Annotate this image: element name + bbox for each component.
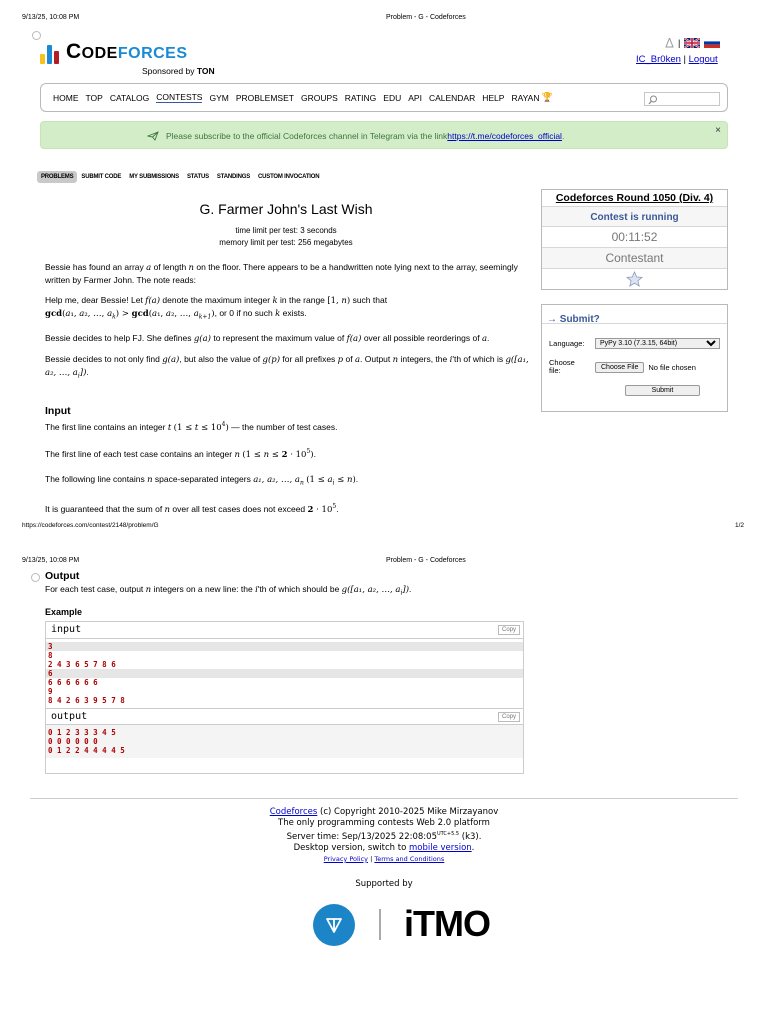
- menu-item-problemset[interactable]: PROBLEMSET: [235, 92, 294, 103]
- problem-limits: [40, 225, 532, 249]
- problem-title: G. Farmer John's Last Wish: [199, 201, 373, 217]
- loading-circle-icon: [32, 31, 41, 40]
- time-limit: time limit per test: 3 seconds: [235, 226, 337, 235]
- menu-item-help[interactable]: HELP: [482, 92, 505, 103]
- trophy-icon: 🏆: [541, 92, 553, 102]
- input-label: input: [51, 624, 82, 635]
- print-title: Problem - G - Codeforces: [386, 14, 466, 21]
- divider: |: [678, 38, 681, 48]
- user-handle-link[interactable]: IC_Br0ken: [636, 54, 681, 65]
- input-line: 6 6 6 6 6 6: [48, 678, 98, 687]
- menu-item-gym[interactable]: GYM: [209, 92, 229, 103]
- statement-paragraph-4: Bessie decides to not only find g(a), but also the value of g(p) for all prefixes p of a. Output n integers, the i'th of which is g([a₁, a₂, …, $a_i$]).: [45, 353, 529, 380]
- problem-subnav: [37, 171, 323, 183]
- platform-line: The only programming contests Web 2.0 platform: [278, 818, 490, 828]
- contestant-label: Contestant: [605, 251, 664, 265]
- menu-item-groups[interactable]: GROUPS: [300, 92, 338, 103]
- input-line: 2 4 3 6 5 7 8 6: [48, 660, 116, 669]
- print-datetime-2: 9/13/25, 10:08 PM: [22, 557, 80, 564]
- copy-input-button[interactable]: Copy: [498, 625, 520, 635]
- output-line: 0 0 0 0 0 0: [48, 737, 98, 746]
- logout-link[interactable]: Logout: [688, 54, 718, 65]
- input-spec: [45, 419, 533, 524]
- menu-item-home[interactable]: HOME: [53, 92, 79, 103]
- footer-divider: [30, 798, 738, 799]
- output-spec: For each test case, output n integers on a new line: the i'th of which should be g([a₁, a₂, …, $a_i$]).: [45, 584, 412, 597]
- russian-flag-icon[interactable]: [704, 38, 720, 48]
- contest-name-row: [542, 190, 727, 207]
- site-footer: [184, 807, 584, 865]
- input-header: [46, 622, 523, 639]
- telegram-link[interactable]: https://t.me/codeforces_official: [447, 131, 562, 141]
- user-links: IC_Br0ken | Logout: [636, 54, 718, 65]
- memory-limit: memory limit per test: 256 megabytes: [219, 238, 353, 247]
- search-input[interactable]: [644, 92, 720, 106]
- policy-links: Privacy Policy | Terms and Conditions: [323, 854, 445, 863]
- input-spec-line-2: The first line of each test case contains an integer n $(1 \le n \le 2 \cdot 10^5)$.: [45, 447, 316, 460]
- subnav-status[interactable]: STATUS: [186, 174, 209, 180]
- contest-timer-row: [542, 227, 727, 248]
- subnav-problems[interactable]: PROBLEMS: [37, 171, 77, 183]
- subnav-standings[interactable]: STANDINGS: [216, 174, 250, 180]
- copyright-line: Codeforces (c) Copyright 2010-2025 Mike Mirzayanov: [269, 807, 499, 817]
- input-line: 6: [46, 669, 523, 678]
- print-datetime: 9/13/25, 10:08 PM: [22, 14, 80, 21]
- problem-statement: [45, 261, 533, 390]
- logo-code-text: CODE: [66, 40, 118, 63]
- output-header: [46, 708, 523, 725]
- contestant-row: [542, 248, 727, 269]
- telegram-icon: [147, 131, 159, 141]
- file-input: [595, 362, 696, 373]
- input-spec-line-1: The first line contains an integer t $(1 \le t \le 10^4)$ — the number of test cases.: [45, 421, 338, 433]
- menu-item-contests[interactable]: CONTESTS: [156, 92, 203, 102]
- example-box: [45, 621, 524, 774]
- print-url: https://codeforces.com/contest/2148/problem/G: [22, 522, 159, 529]
- logo-forces-text: FORCES: [117, 45, 188, 62]
- submit-button[interactable]: Submit: [625, 385, 700, 396]
- print-title-2: Problem - G - Codeforces: [386, 557, 466, 564]
- notice-text: Please subscribe to the official Codeforces channel in Telegram via the link: [166, 131, 448, 141]
- server-time-line: Server time: Sep/13/2025 $22:08:05^{UTC+5.5}$ (k3).: [286, 831, 482, 842]
- input-line: 8: [48, 651, 53, 660]
- sponsor-line: Sponsored by TON: [142, 66, 215, 76]
- menu-item-rating[interactable]: RATING: [344, 92, 377, 103]
- input-block: [46, 639, 523, 708]
- favourite-row: [542, 269, 727, 290]
- itmo-logo[interactable]: iTMO: [404, 903, 490, 944]
- menu-item-api[interactable]: API: [408, 92, 422, 103]
- notice-close-button[interactable]: ×: [715, 125, 721, 136]
- codeforces-logo[interactable]: [40, 42, 188, 64]
- menu-item-catalog[interactable]: CATALOG: [109, 92, 150, 103]
- choose-file-label: Choose file:: [549, 358, 575, 375]
- no-file-text: No file chosen: [648, 363, 696, 372]
- contest-status: Contest is running: [590, 212, 679, 223]
- sponsor-divider: [379, 909, 381, 940]
- menu-item-edu[interactable]: EDU: [383, 92, 402, 103]
- output-section-title: Output: [45, 570, 80, 582]
- loading-circle-icon-2: [31, 573, 40, 582]
- input-section-title: Input: [45, 405, 71, 417]
- top-right-icons: [665, 38, 720, 48]
- privacy-policy-link[interactable]: Privacy Policy: [323, 854, 369, 863]
- language-select[interactable]: [595, 338, 720, 349]
- contest-timer: 00:11:52: [611, 230, 658, 244]
- submit-title-row: [542, 305, 727, 324]
- contest-sidebox: [541, 189, 728, 290]
- desktop-version-line: Desktop version, switch to mobile version.: [293, 842, 475, 853]
- output-block: [46, 725, 523, 758]
- input-line: 9: [48, 687, 53, 696]
- output-line: 0 1 2 2 4 4 4 4 5: [48, 746, 125, 755]
- input-spec-line-4: It is guaranteed that the sum of n over all test cases does not exceed $2 \cdot 10^5$.: [45, 503, 339, 516]
- input-spec-line-3: The following line contains n space-separated integers a₁, a₂, …, $a_n$ $(1 \le a_i \le n)$.: [45, 473, 359, 487]
- submit-sidebox: [541, 304, 728, 412]
- statement-paragraph-3: Bessie decides to help FJ. She defines g(a) to represent the maximum value of f(a) over all possible reorderings of a.: [45, 332, 490, 344]
- star-icon[interactable]: [626, 271, 643, 287]
- menu-item-top[interactable]: TOP: [85, 92, 103, 103]
- contest-name-link[interactable]: Codeforces Round 1050 (Div. 4): [555, 192, 714, 204]
- language-label: Language:: [549, 339, 585, 348]
- output-label: output: [51, 711, 88, 722]
- subnav-my-submissions[interactable]: MY SUBMISSIONS: [129, 174, 179, 180]
- copy-output-button[interactable]: Copy: [498, 712, 520, 722]
- mobile-version-link[interactable]: mobile version: [409, 842, 472, 853]
- example-title: Example: [45, 607, 83, 617]
- user-icon[interactable]: [665, 38, 674, 48]
- subnav-custom-invocation[interactable]: CUSTOM INVOCATION: [258, 174, 320, 180]
- contest-status-row: [542, 207, 727, 227]
- statement-paragraph-2: Help me, dear Bessie! Let f(a) denote the maximum integer k in the range [1, n) such that gcd(a₁, a₂, …, $a_k) > \gcd(a_1$, a₂, …, $a_{k+1}$), or 0 if no such k exists.: [45, 295, 388, 321]
- output-line: 0 1 2 3 3 3 4 5: [48, 728, 116, 737]
- choose-file-button[interactable]: Choose File: [595, 362, 644, 373]
- subnav-submit-code[interactable]: SUBMIT CODE: [81, 174, 122, 180]
- submit-title: → Submit?: [547, 314, 600, 325]
- telegram-notice: Please subscribe to the official Codeforces channel in Telegram via the link https://t.me/codeforces_official . ×: [40, 121, 728, 149]
- input-line: 8 4 2 6 3 9 5 7 8: [48, 696, 125, 705]
- supported-by-label: Supported by: [355, 879, 413, 889]
- terms-link[interactable]: Terms and Conditions: [374, 854, 445, 863]
- input-line: 3: [46, 642, 523, 651]
- menu-list: [41, 84, 727, 111]
- menu-item-rayan[interactable]: RAYAN: [511, 92, 540, 103]
- search-icon: [648, 95, 658, 105]
- statement-paragraph-1: Bessie has found an array a of length n on the floor. There appears to be a handwritten note lying next to the array, seemingly written by Farmer John. The note reads:: [45, 262, 518, 285]
- codeforces-link[interactable]: Codeforces: [269, 807, 318, 817]
- english-flag-icon[interactable]: [684, 38, 700, 48]
- ton-logo-icon[interactable]: [313, 904, 355, 946]
- print-page-number: 1/2: [735, 522, 745, 529]
- main-menu: [40, 83, 728, 112]
- menu-item-calendar[interactable]: CALENDAR: [428, 92, 476, 103]
- logo-bars-icon: [40, 45, 59, 64]
